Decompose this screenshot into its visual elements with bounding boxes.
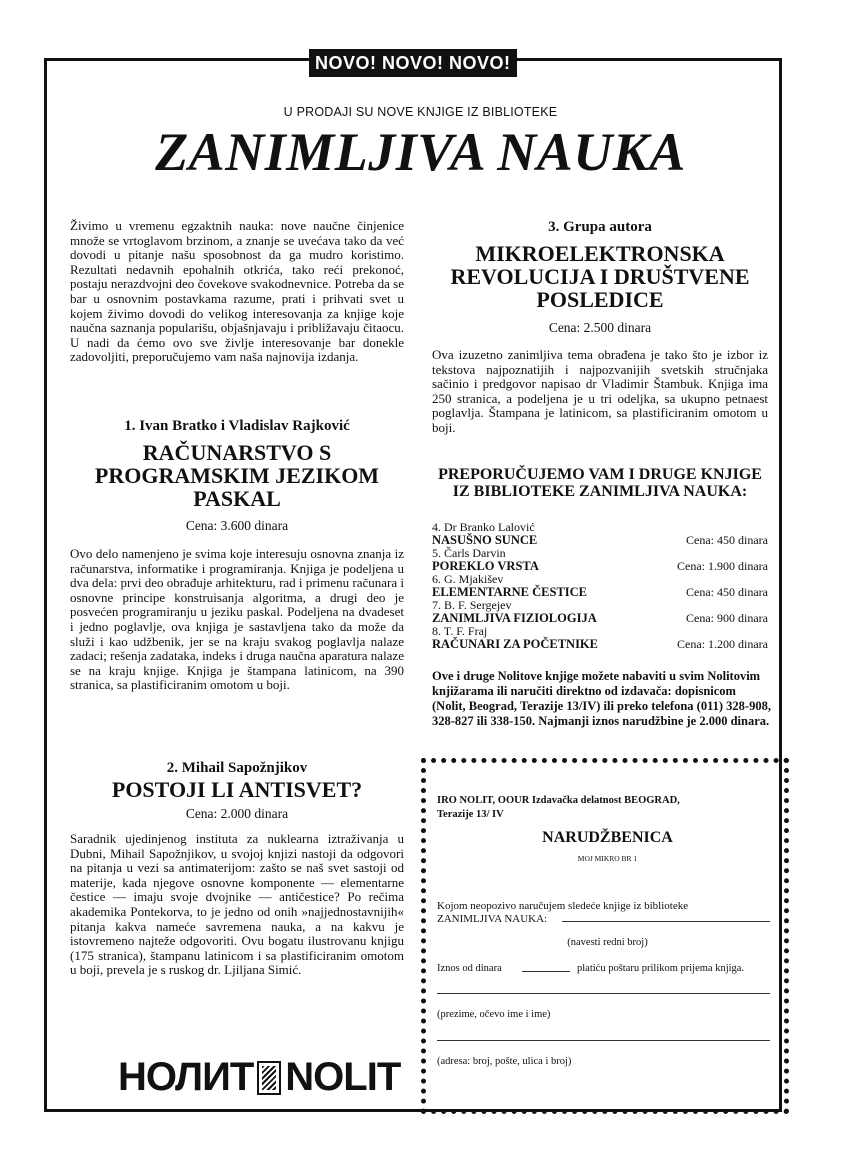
logo-cyrillic: НОЛИТ [118, 1055, 254, 1099]
hint-address: (adresa: broj, pošte, ulica i broj) [437, 1056, 572, 1067]
coupon-order-line: Kojom neopozivo naručujem sledeće knjige iz biblioteke [437, 900, 689, 912]
list-item [432, 599, 768, 625]
book3-text: Ova izuzetno zanimljiva tema obrađena je tako što je izbor iz tekstova najpoznatijih i najpozvanijih svetskih stručnjaka sačinio i predgovor napisao dr Vladimir Štambuk. Knjiga ima 250 stranica, a podeljena je u tri odeljka, sa ukupno petnaest poglavlja. Štampana je latinicom, sa plastificiranim omotom u boji. [432, 347, 768, 435]
book2-author: 2. Mihail Sapožnjikov [166, 760, 308, 776]
books-field[interactable] [562, 921, 770, 922]
list-item [432, 521, 768, 547]
book1-title: RAČUNARSTVO S PROGRAMSKIM JEZIKOM PASKAL [94, 440, 380, 511]
list-item-author: 6. G. Mjakišev [432, 572, 504, 586]
list-item-author: 4. Dr Branko Lalović [432, 520, 535, 534]
coupon-address: Terazije 13/ IV [437, 809, 504, 820]
book3-title: MIKROELEKTRONSKA REVOLUCIJA I DRUŠTVENE POSLEDICE [450, 241, 750, 312]
list-item-author: 8. T. F. Fraj [432, 624, 488, 638]
order-note: Ove i druge Nolitove knjige možete nabaviti u svim Nolitovim knjižarama ili naručiti direktno od izdavača: dopisnicom (Nolit, Beograd, Terazije 13/IV) ili preko telefona (011) 328-908, 328-827 ili 338-150. Najmanji iznos narudžbine je 2.000 dinara. [432, 669, 771, 728]
book3-price: Cena: 2.500 dinara [548, 320, 652, 335]
recommend-title: PREPORUČUJEMO VAM I DRUGE KNJIGE IZ BIBLIOTEKE ZANIMLJIVA NAUKA: [438, 466, 762, 500]
list-item-price: Cena: 450 dinara [686, 533, 768, 547]
book1-price: Cena: 3.600 dinara [185, 518, 289, 533]
list-item-author: 5. Čarls Darvin [432, 546, 506, 560]
logo-latin: NOLIT [285, 1055, 401, 1099]
nolit-logo-icon [257, 1061, 281, 1095]
hint-name: (prezime, očevo ime i ime) [437, 1009, 551, 1020]
nolit-logo [118, 1055, 400, 1100]
main-title: ZANIMLJIVA NAUKA [155, 122, 686, 182]
amount-prefix: Iznos od dinara [437, 963, 502, 974]
list-item-name: NASUŠNO SUNCE [432, 533, 538, 547]
name-line[interactable] [437, 993, 770, 994]
list-item-price: Cena: 1.200 dinara [677, 637, 768, 651]
recommend-list [432, 521, 768, 651]
book2-text: Saradnik ujedinjenog instituta za nuklearna iztraživanja u Dubni, Mihail Sapožnjikov, u svojoj knjizi nastoji da odgovori na pitanja u vezi sa antimaterijom: zašto se naš svet sastoji od materije, kada njegove osnovne komponente — elementarne čestice — imaju svoje dvojnike — antičestice? Po rečima akademika Pontekorva, to je jedno od onih »najjednostavnijih« pitanja kakva nameće savremena nauka, a na kakvu je istovremeno najteže odgovoriti. Ovu bogatu ilustrovanu knjigu (175 stranica), štampanu latinicom i sa plastificiranim omotom u boji, prevela je s ruskog dr. Ljiljana Simić. [70, 831, 404, 978]
book1-author: 1. Ivan Bratko i Vladislav Rajković [124, 418, 350, 434]
amount-field[interactable] [522, 971, 570, 972]
list-item [432, 573, 768, 599]
book2-price: Cena: 2.000 dinara [185, 806, 289, 821]
list-item-name: ELEMENTARNE ČESTICE [432, 585, 588, 599]
coupon-title: NARUDŽBENICA [542, 829, 673, 846]
hint-numbers: (navesti redni broj) [567, 937, 648, 948]
coupon-order-line2: ZANIMLJIVA NAUKA: [437, 913, 548, 925]
book3-author: 3. Grupa autora [548, 219, 652, 235]
list-item-name: RAČUNARI ZA POČETNIKE [432, 637, 598, 651]
list-item [432, 625, 768, 651]
address-line[interactable] [437, 1040, 770, 1041]
book2-title: POSTOJI LI ANTISVET? [111, 777, 363, 802]
new-banner: NOVO! NOVO! NOVO! [309, 49, 517, 77]
amount-suffix: platiću poštaru prilikom prijema knjiga. [577, 963, 745, 974]
list-item-author: 7. B. F. Sergejev [432, 598, 512, 612]
list-item-price: Cena: 900 dinara [686, 611, 768, 625]
list-item [432, 547, 768, 573]
coupon-publisher: IRO NOLIT, OOUR Izdavačka delatnost BEOGRAD, [437, 795, 680, 806]
book1-text: Ovo delo namenjeno je svima koje interesuju osnovna znanja iz računarstva, informatike i programiranja. Knjiga je podeljena u dva dela: prvi deo obrađuje arhitekturu, rad i primenu računara i osnovne principe konstruisanja algoritma, a drugi deo je posvećen programiranju u jeziku paskal. Podeljena na dvadeset i jedno poglavlje, ova knjiga je sastavljena tako da može da služi i kao udžbenik, jer se na kraju svakog poglavlja nalaze zadaci; rešenja zadataka, indeks i druga naučna aparatura nalaze se na kraju knjige. Knjiga je štampana latinicom, na 390 stranica, sa plastificiranim omotom u boji. [70, 546, 404, 693]
coupon-code: MOJ MIKRO BR 1 [577, 854, 638, 863]
list-item-name: POREKLO VRSTA [432, 559, 539, 573]
list-item-price: Cena: 450 dinara [686, 585, 768, 599]
intro-text: Živimo u vremenu egzaktnih nauka: nove naučne činjenice množe se vrtoglavom brzinom, a znanje se uvećava tako da već dovodi u pitanje našu sposobnost da ga mudro koristimo. Rezultati nedavnih epohalnih otkrića, tako reći prekonoć, postaju nerazdvojni deo čovekove svakodnevnice. Potreba da se bar u osnovnim postavkama razume, prati i prihvati svet u kojem živimo dovodi do velikog interesovanja za knjige koje naučna saznanja popularišu, objašnjavaju i približavaju čitaocu. U nadi da ćemo ovo sve življe interesovanje bar donekle zadovoljiti, preporučujemo vam naša najnovija izdanja. [70, 218, 404, 365]
subhead: U PRODAJI SU NOVE KNJIGE IZ BIBLIOTEKE [283, 105, 558, 119]
list-item-price: Cena: 1.900 dinara [677, 559, 768, 573]
list-item-name: ZANIMLJIVA FIZIOLOGIJA [432, 611, 597, 625]
